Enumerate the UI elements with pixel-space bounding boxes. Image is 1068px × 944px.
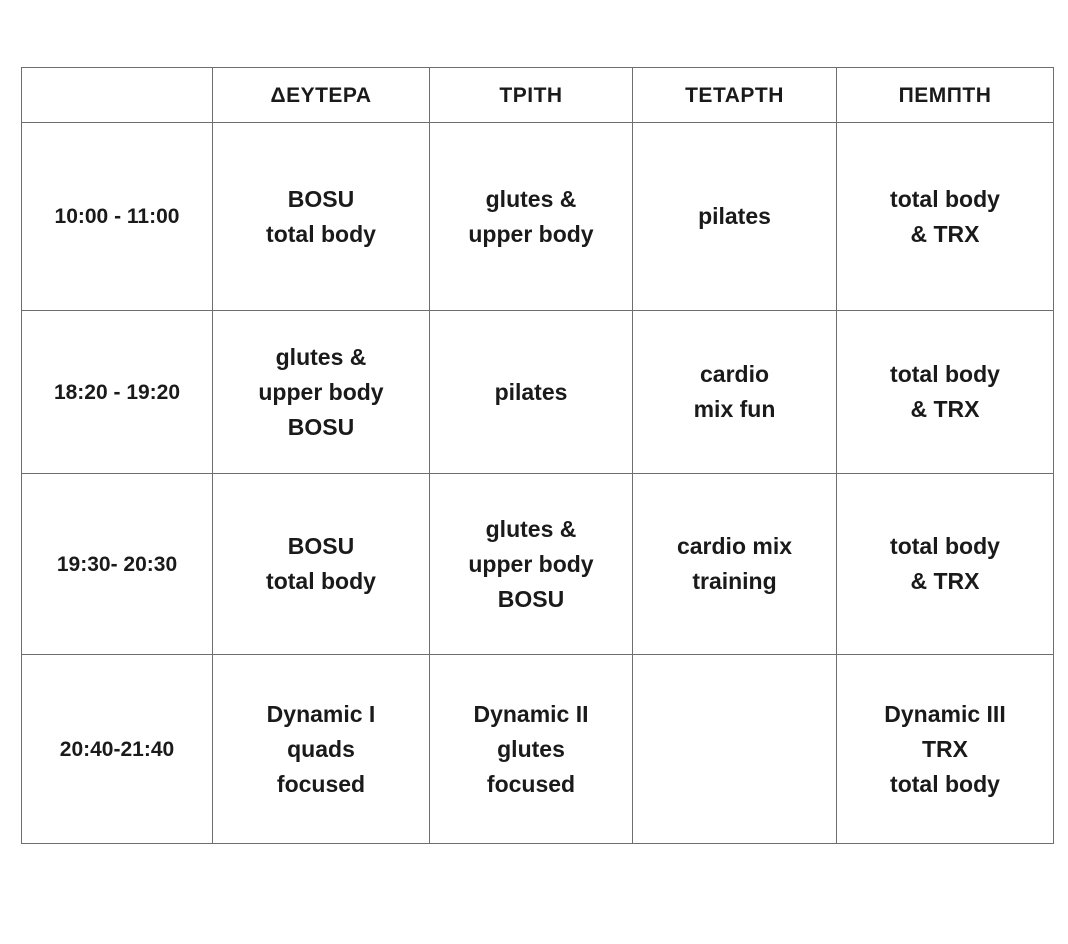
day-header-tuesday: ΤΡΙΤΗ xyxy=(430,68,633,123)
class-line: BOSU xyxy=(287,413,355,440)
header-row xyxy=(22,68,1054,123)
class-line: upper body xyxy=(468,550,594,577)
class-line: TRX xyxy=(922,735,968,762)
class-line: total body xyxy=(266,568,376,594)
class-line: glutes & xyxy=(485,515,577,542)
class-line: total body xyxy=(890,361,1000,387)
corner-cell xyxy=(22,68,213,123)
class-line: pilates xyxy=(494,378,568,405)
class-line: mix fun xyxy=(693,396,776,422)
class-line: focused xyxy=(276,770,366,797)
class-line: quads xyxy=(287,735,355,762)
class-cell xyxy=(837,655,1054,844)
day-header-thursday: ΠΕΜΠΤΗ xyxy=(837,68,1054,123)
class-cell xyxy=(213,123,430,311)
class-line: Dynamic III xyxy=(884,700,1006,727)
class-line: Dynamic I xyxy=(266,700,376,727)
table-row xyxy=(22,123,1054,311)
day-header-monday: ΔΕΥΤΕΡΑ xyxy=(213,68,430,123)
class-line: BOSU xyxy=(287,533,355,559)
class-line: & TRX xyxy=(910,568,980,594)
class-cell xyxy=(430,311,633,474)
class-line: training xyxy=(692,568,777,594)
table-row xyxy=(22,311,1054,474)
class-cell xyxy=(430,655,633,844)
class-line: & TRX xyxy=(910,396,980,422)
class-line: glutes & xyxy=(275,343,367,370)
time-slot-cell: 19:30- 20:30 xyxy=(22,474,213,655)
class-line: cardio xyxy=(699,361,770,387)
class-line: & TRX xyxy=(910,220,980,247)
class-line: total body xyxy=(890,770,1000,797)
schedule-table xyxy=(21,67,1054,844)
time-slot-cell: 10:00 - 11:00 xyxy=(22,123,213,311)
class-line: upper body xyxy=(258,378,384,405)
class-line: pilates xyxy=(698,203,771,229)
class-cell xyxy=(837,311,1054,474)
class-line: upper body xyxy=(468,220,594,247)
class-line: total body xyxy=(890,185,1000,212)
class-cell xyxy=(837,123,1054,311)
class-line: glutes & xyxy=(485,185,577,212)
class-cell xyxy=(213,655,430,844)
day-header-wednesday: ΤΕΤΑΡΤΗ xyxy=(633,68,837,123)
time-slot-cell: 18:20 - 19:20 xyxy=(22,311,213,474)
class-line: cardio mix xyxy=(676,533,793,559)
class-line: total body xyxy=(890,533,1000,559)
class-cell xyxy=(430,474,633,655)
class-line: total body xyxy=(266,220,376,247)
class-cell xyxy=(213,311,430,474)
time-slot-cell: 20:40-21:40 xyxy=(22,655,213,844)
table-row xyxy=(22,655,1054,844)
class-line: BOSU xyxy=(287,185,355,212)
table-row xyxy=(22,474,1054,655)
class-cell xyxy=(633,311,837,474)
class-line: focused xyxy=(486,770,576,797)
class-cell xyxy=(633,123,837,311)
class-cell xyxy=(633,474,837,655)
class-line: BOSU xyxy=(497,585,565,612)
empty-class-cell xyxy=(633,655,837,844)
class-cell xyxy=(837,474,1054,655)
class-line: Dynamic II xyxy=(473,700,589,727)
class-cell xyxy=(430,123,633,311)
class-line: glutes xyxy=(497,735,565,762)
class-cell xyxy=(213,474,430,655)
